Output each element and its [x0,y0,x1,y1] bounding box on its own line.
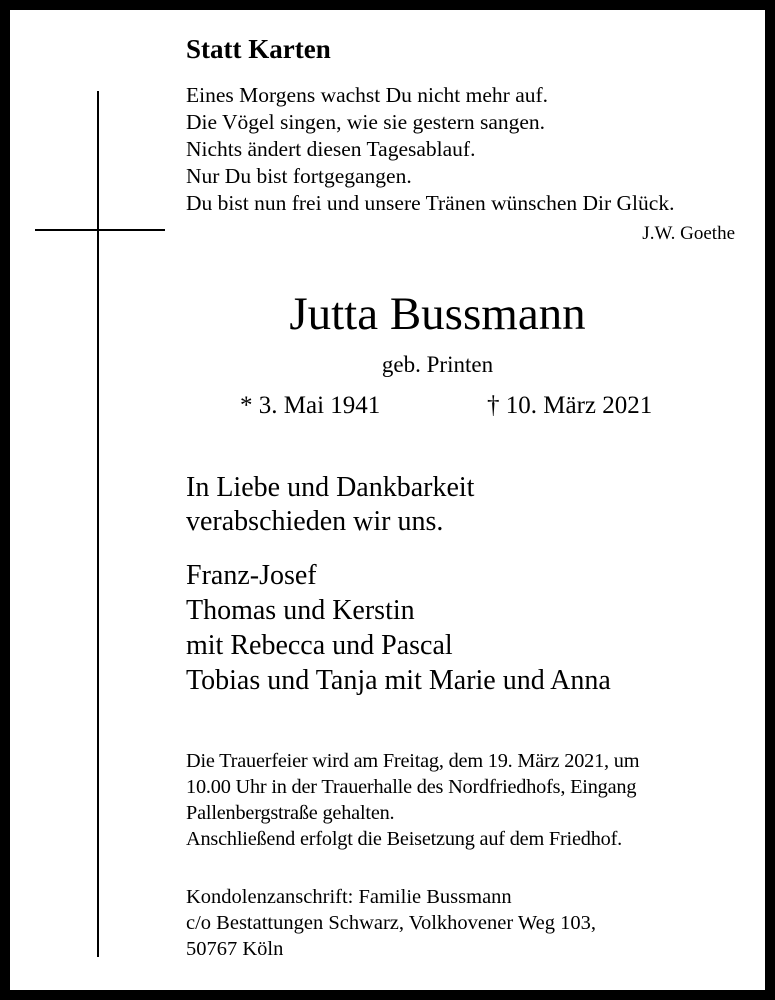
condolence-line: Kondolenzanschrift: Familie Bussmann [186,886,512,908]
poem-line: Eines Morgens wachst Du nicht mehr auf. [186,83,549,107]
funeral-line: Die Trauerfeier wird am Freitag, dem 19. März 2021, um [186,750,640,772]
funeral-details [186,748,639,852]
condolence-line: c/o Bestattungen Schwarz, Volkhovener Weg 103, [186,912,596,934]
condolence-address [186,884,596,962]
condolence-line: 50767 Köln [186,938,284,960]
funeral-line: 10.00 Uhr in der Trauerhalle des Nordfriedhofs, Eingang [186,776,637,798]
mourner-line: Tobias und Tanja mit Marie und Anna [186,665,611,696]
funeral-line: Anschließend erfolgt die Beisetzung auf dem Friedhof. [186,828,623,850]
poem-line: Nichts ändert diesen Tagesablauf. [186,137,476,161]
farewell-line: In Liebe und Dankbarkeit [186,472,475,503]
birth-date: * 3. Mai 1941 [240,392,381,419]
mourner-line: Thomas und Kerstin [186,595,415,626]
mourner-line: Franz-Josef [186,560,317,591]
mourner-line: mit Rebecca und Pascal [186,630,453,661]
cross-vertical-bar [97,91,99,957]
cross-horizontal-bar [35,229,165,231]
mourners-list [186,558,611,698]
farewell-line: verabschieden wir uns. [186,506,444,537]
poem-line: Nur Du bist fortgegangen. [186,164,412,188]
deceased-name: Jutta Bussmann [289,288,586,340]
poem-line: Die Vögel singen, wie sie gestern sangen. [186,110,546,134]
death-date: † 10. März 2021 [487,392,653,419]
notice-heading: Statt Karten [186,34,331,64]
funeral-line: Pallenbergstraße gehalten. [186,802,395,824]
poem-line: Du bist nun frei und unsere Tränen wünschen Dir Glück. [186,191,675,215]
poem-author: J.W. Goethe [642,223,735,244]
farewell-text [186,471,474,539]
birth-name: geb. Printen [381,352,494,377]
poem [186,82,674,217]
